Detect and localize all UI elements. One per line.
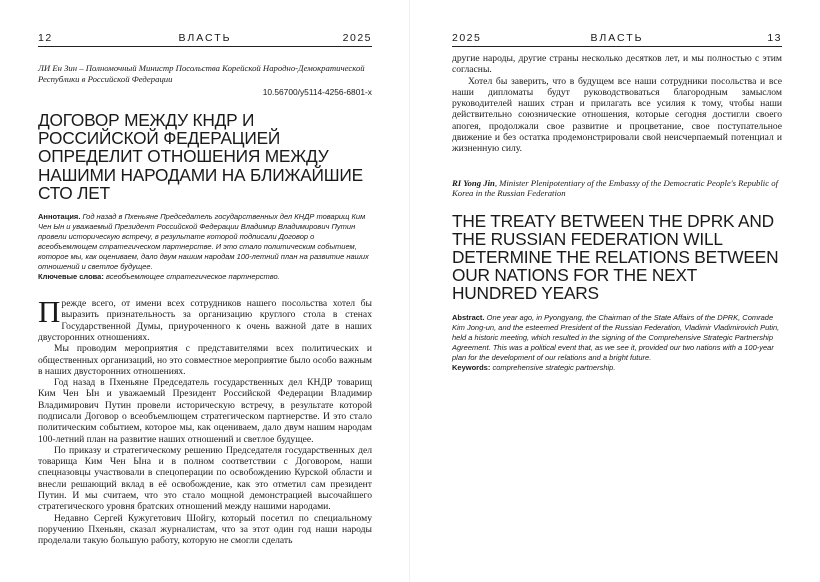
abstract-text: Год назад в Пхеньяне Председатель государственных дел КНДР товарищ Ким Чен Ын и уважаемый Президент Российской Федерации Владимир Владимирович Путин провели историческую встречу, в результате которой подписали Договор о всеобъемлющем стратегическом партнерстве. И это стало политическим событием, которое мы, как оцениваем, дало двум нашим народам 100-летний план на развитие наших отношений и светлое будущее. [38,212,369,272]
abstract-label: Abstract. [452,312,485,322]
abstract-label: Аннотация. [38,212,81,222]
article-body [38,294,372,547]
article-title: THE TREATY BETWEEN THE DPRK AND THE RUSSIAN FEDERATION WILL DETERMINE THE RELATIONS BETWEEN OUR NATIONS FOR THE NEXT HUNDRED YEARS [452,210,779,304]
keywords-text: comprehensive strategic partnership. [492,362,616,372]
right-page [410,0,820,582]
author-name: RI Yong Jin [452,177,495,188]
paragraph: Прежде всего, от имени всех сотрудников нашего посольства хотел бы выразить признательность за организацию круглого стола в стенах Государственной Думы, приуроченного к очень важной дате в наших двусторонних отношениях. [38,294,372,343]
article-title: ДОГОВОР МЕЖДУ КНДР И РОССИЙСКОЙ ФЕДЕРАЦИЕЙ ОПРЕДЕЛИТ ОТНОШЕНИЯ МЕЖДУ НАШИМИ НАРОДАМИ НА БЛИЖАЙШИЕ СТО ЛЕТ [38,110,363,203]
running-header [38,30,372,47]
author-byline [452,178,782,199]
abstract [452,313,782,363]
page-number: 13 [767,32,782,44]
page-number: 12 [38,32,53,44]
abstract [38,212,372,272]
keywords-label: Ключевые слова: [38,272,104,282]
paragraph: Недавно Сергей Кужугетович Шойгу, который посетил по специальному поручению Пхеньян, сказал журналистам, что за этот один год наши народы проделали такую большую работу, которую не смогли сделать [38,512,372,547]
keywords-label: Keywords: [452,362,491,372]
paragraph: другие народы, другие страны несколько десятков лет, и мы полностью с этим согласны. [452,53,782,76]
doi: 10.56700/у5114-4256-6801-х [262,87,372,97]
paragraph: Год назад в Пхеньяне Председатель государственных дел КНДР товарищ Ким Чен Ын и уважаемый Президент Российской Федерации Владимир Владимирович Путин провели историческую встречу, в результате которой подписали Договор о всеобъемлющем стратегическом партнерстве. И это стало политическим событием, которое мы, как оцениваем, дало двум нашим народам 100-летний план на развитие наших отношений и светлое будущее. [38,377,372,445]
section-title: ВЛАСТЬ [178,32,232,44]
author-byline [38,63,372,84]
keywords [452,363,782,373]
article-body [452,53,782,155]
section-title: ВЛАСТЬ [590,32,644,44]
year: 2025 [342,32,372,44]
author-role: , Minister Plenipotentiary of the Embassy of the Democratic People's Republic of Korea in the Russian Federation [452,177,778,199]
paragraph: Мы проводим мероприятия с представителями всех политических и общественных организаций, но это совместное мероприятие было особо важным в наших двусторонних отношениях. [38,343,372,377]
drop-cap: П [38,294,61,330]
author-role: – Полномочный Министр Посольства Корейской Народно-Демократической Республики в Российской Федерации [38,63,365,84]
abstract-text: One year ago, in Pyongyang, the Chairman of the State Affairs of the DPRK, Comrade Kim Jong-un, and the esteemed President of the Russian Federation, Vladimir Vladimirovich Putin, held a historic meeting, which resulted in the signing of the Comprehensive Strategic Partnership Agreement. This was a political event that, as we see it, provided our two nations with a 100-year plan for the development of our relations and a bright future. [452,312,780,362]
running-header [452,30,782,47]
paragraph: Хотел бы заверить, что в будущем все наши сотрудники посольства и все наши дипломаты будут руководствоваться благородным замыслом руководителей наших стран и прилагать все усилия к тому, чтобы наши действительно союзнические отношения, которые сегодня достигли своего апогея, продолжали свое развитие и процветание, свое поступательное движение и без остатка продемонстрировали свой неисчерпаемый потенциал и жизненную силу. [452,75,782,155]
paragraph: По приказу и стратегическому решению Председателя государственных дел товарища Ким Чен Ына и в полном соответствии с Договором, наши спецназовцы участвовали в спецоперации по освобождению Курской области и внесли решающий вклад в её освобождение, как это отметил сам президент Путин. И мы считаем, что это стало мощной демонстрацией высочайшего стратегического уровня братских отношений между нашими народами. [38,444,372,513]
keywords [38,272,372,282]
year: 2025 [452,32,482,44]
keywords-text: всеобъемлющее стратегическое партнерство. [105,272,280,282]
author-name: ЛИ Ен Зин [38,63,78,73]
